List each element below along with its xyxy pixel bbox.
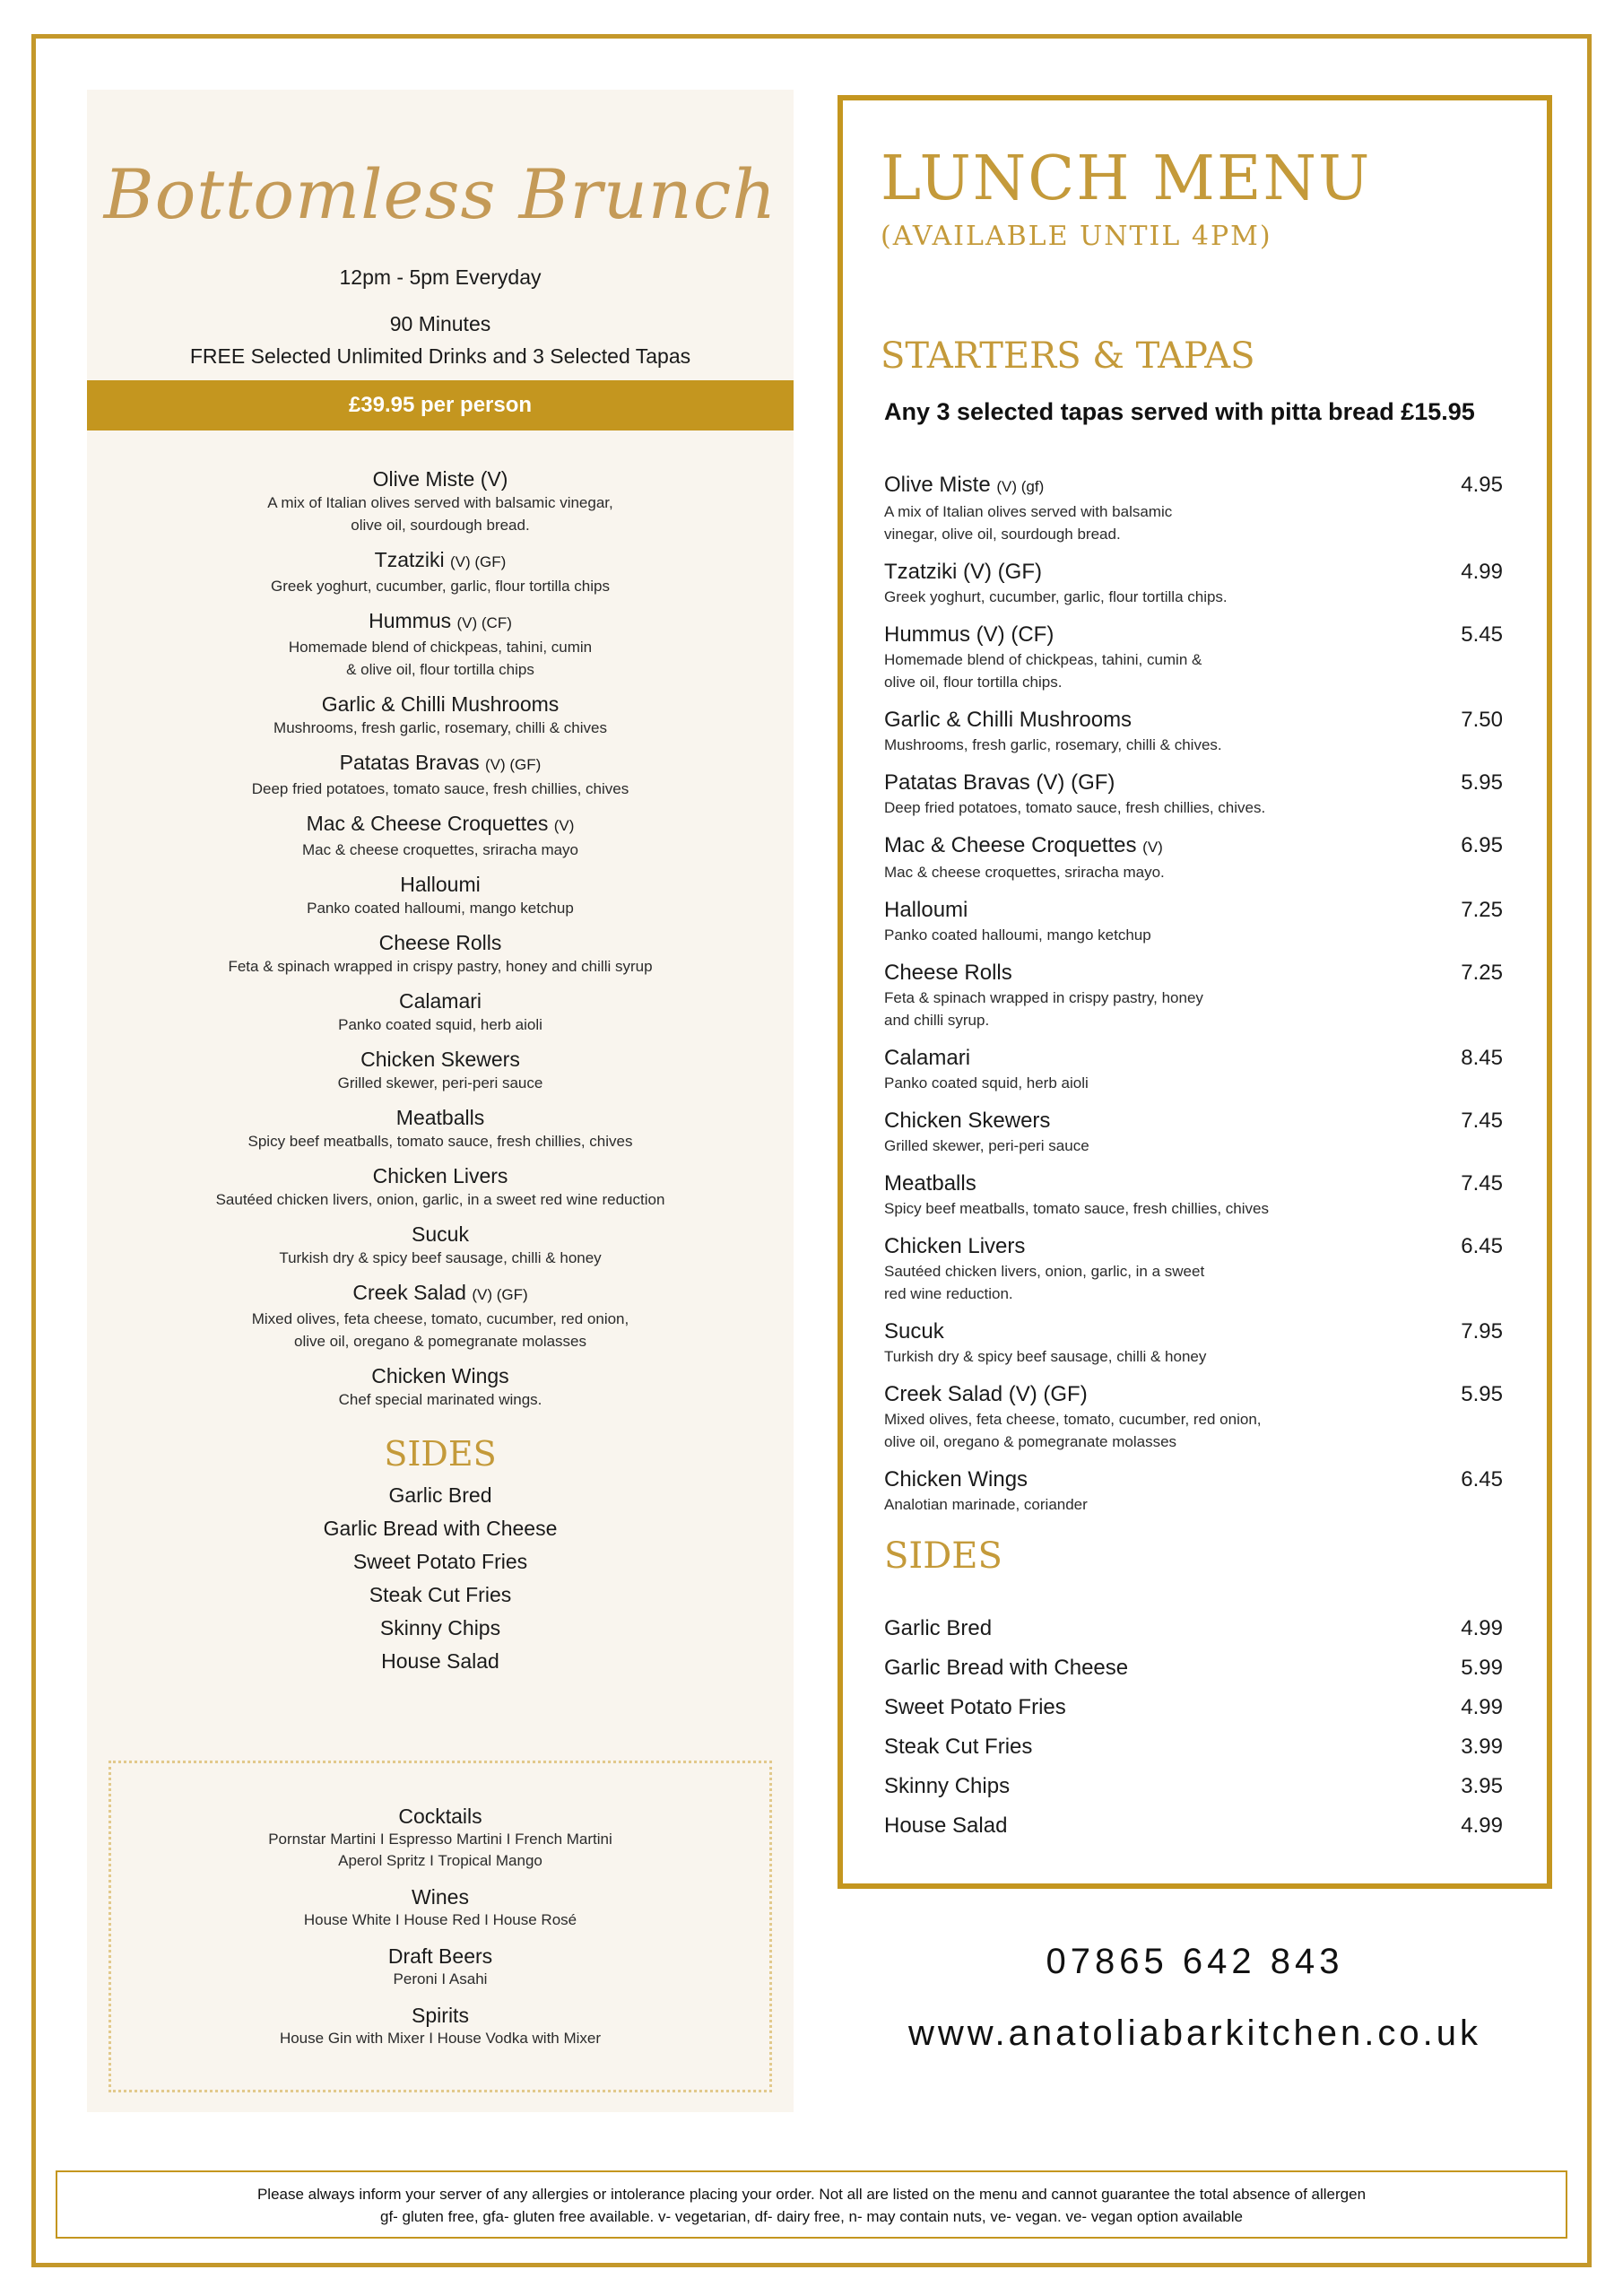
lunch-item-price: 6.45 — [1461, 1234, 1503, 1258]
lunch-side-price: 3.95 — [1461, 1774, 1503, 1798]
lunch-item-name-line — [884, 707, 1503, 734]
lunch-items-list — [884, 472, 1503, 1529]
brunch-item-name: Hummus — [369, 609, 452, 632]
brunch-item-desc-line: Spicy beef meatballs, tomato sauce, fresh chillies, chives — [247, 1133, 633, 1150]
website-url: www.anatoliabarkitchen.co.uk — [908, 2013, 1481, 2053]
brunch-item-name: Chicken Wings — [371, 1364, 509, 1387]
brunch-side-item: Steak Cut Fries — [369, 1583, 512, 1606]
brunch-item-desc — [87, 1013, 794, 1036]
lunch-item — [884, 1381, 1503, 1453]
brunch-item-name: Cheese Rolls — [378, 931, 502, 954]
brunch-hours: 12pm - 5pm Everyday — [339, 265, 542, 289]
lunch-item-name: Chicken Livers — [884, 1234, 1026, 1258]
brunch-item-name: Garlic & Chilli Mushrooms — [321, 692, 560, 716]
lunch-item — [884, 1170, 1503, 1220]
lunch-item-name: Garlic & Chilli Mushrooms — [884, 708, 1133, 732]
brunch-item-desc-line: & olive oil, flour tortilla chips — [346, 661, 534, 678]
lunch-item-desc-line: olive oil, oregano & pomegranate molasses — [884, 1433, 1177, 1450]
lunch-item-desc-line: Feta & spinach wrapped in crispy pastry, honey — [884, 989, 1203, 1006]
lunch-item-desc — [884, 1345, 1350, 1368]
lunch-side-name: Sweet Potato Fries — [884, 1695, 1066, 1719]
lunch-item-desc-line: Mac & cheese croquettes, sriracha mayo. — [884, 864, 1165, 881]
lunch-item-desc — [884, 1135, 1350, 1157]
brunch-item-desc-line: Feta & spinach wrapped in crispy pastry, honey and chilli syrup — [228, 958, 653, 975]
brunch-item — [87, 547, 794, 597]
lunch-item-desc-line: Panko coated halloumi, mango ketchup — [884, 926, 1151, 944]
brunch-item — [87, 1163, 794, 1211]
brunch-item-name: Halloumi — [400, 873, 481, 896]
lunch-item — [884, 897, 1503, 946]
brunch-item-name: Olive Miste (V) — [372, 467, 508, 491]
lunch-item-price: 5.45 — [1461, 622, 1503, 647]
lunch-subtitle: (AVAILABLE UNTIL 4PM) — [881, 221, 1272, 252]
drinks-item-desc: Aperol Spritz I Tropical Mango — [338, 1852, 542, 1869]
lunch-item-desc-line: olive oil, flour tortilla chips. — [884, 674, 1063, 691]
lunch-item-price: 7.50 — [1461, 708, 1503, 732]
brunch-side-item: Garlic Bread with Cheese — [323, 1517, 558, 1540]
lunch-item-price: 4.99 — [1461, 560, 1503, 584]
brunch-item — [87, 1047, 794, 1094]
brunch-item — [87, 1280, 794, 1352]
brunch-item-desc — [87, 897, 794, 919]
lunch-side-price: 4.99 — [1461, 1616, 1503, 1640]
brunch-item-desc-line: Deep fried potatoes, tomato sauce, fresh chillies, chives — [251, 780, 629, 797]
brunch-item — [87, 1222, 794, 1269]
brunch-item-name-line — [87, 1363, 794, 1388]
lunch-item-price: 7.25 — [1461, 961, 1503, 985]
lunch-title: LUNCH MENU — [881, 144, 1372, 214]
brunch-item-desc — [87, 778, 794, 800]
lunch-item — [884, 1108, 1503, 1157]
lunch-item-name-line — [884, 472, 1503, 500]
lunch-side-item — [884, 1609, 1503, 1648]
brunch-item-name: Tzatziki — [374, 548, 445, 571]
brunch-item-desc-line: Greek yoghurt, cucumber, garlic, flour tortilla chips — [271, 578, 610, 595]
brunch-item-name: Chicken Skewers — [360, 1048, 520, 1071]
lunch-item-desc — [884, 924, 1350, 946]
brunch-item — [87, 988, 794, 1036]
brunch-side-item: House Salad — [381, 1649, 499, 1673]
starters-note: Any 3 selected tapas served with pitta bread £15.95 — [884, 398, 1475, 425]
lunch-sides-list — [884, 1609, 1503, 1846]
lunch-item-desc — [884, 1493, 1350, 1516]
brunch-item-desc — [87, 1388, 794, 1411]
brunch-price-bar: £39.95 per person — [87, 380, 794, 430]
brunch-item-tag: (V) (GF) — [472, 1286, 528, 1303]
brunch-item-desc-line: A mix of Italian olives served with balsamic vinegar, — [267, 494, 613, 511]
lunch-item-desc-line: Analotian marinade, coriander — [884, 1496, 1088, 1513]
brunch-item — [87, 750, 794, 800]
lunch-item — [884, 472, 1503, 545]
lunch-item-price: 6.45 — [1461, 1467, 1503, 1492]
lunch-item-tag: (V) — [1142, 839, 1163, 856]
brunch-item — [87, 1105, 794, 1152]
brunch-title: Bottomless Brunch — [103, 154, 777, 234]
brunch-item-desc — [87, 1130, 794, 1152]
lunch-item-desc — [884, 1072, 1350, 1094]
brunch-items-list — [87, 466, 794, 1411]
lunch-item-name: Creek Salad (V) (GF) — [884, 1382, 1088, 1406]
brunch-item-name-line — [87, 750, 794, 778]
lunch-item-name: Sucuk — [884, 1319, 944, 1344]
lunch-item-name: Chicken Wings — [884, 1467, 1028, 1492]
lunch-item — [884, 1233, 1503, 1305]
lunch-side-item — [884, 1806, 1503, 1846]
drinks-item-name: Cocktails — [398, 1805, 482, 1828]
brunch-item-name-line — [87, 1163, 794, 1188]
lunch-side-item — [884, 1688, 1503, 1727]
lunch-item-desc — [884, 987, 1350, 1031]
lunch-side-name: House Salad — [884, 1813, 1008, 1838]
lunch-sides-heading: SIDES — [884, 1535, 1002, 1577]
lunch-item-price: 5.95 — [1461, 770, 1503, 795]
brunch-item-name: Creek Salad — [352, 1281, 466, 1304]
lunch-item-desc-line: Panko coated squid, herb aioli — [884, 1074, 1089, 1091]
brunch-item-desc — [87, 1072, 794, 1094]
lunch-item — [884, 707, 1503, 756]
brunch-item-desc — [87, 1247, 794, 1269]
lunch-item-name-line — [884, 559, 1503, 586]
lunch-item-name-line — [884, 832, 1503, 861]
drinks-item-desc: Peroni I Asahi — [393, 1970, 488, 1987]
lunch-item-tag: (V) (gf) — [996, 478, 1045, 495]
brunch-item-tag: (V) (GF) — [485, 756, 542, 773]
brunch-item-desc-line: olive oil, sourdough bread. — [351, 517, 530, 534]
lunch-item-name: Cheese Rolls — [884, 961, 1012, 985]
brunch-item-name-line — [87, 1280, 794, 1308]
lunch-side-price: 5.99 — [1461, 1656, 1503, 1680]
brunch-item-desc — [87, 839, 794, 861]
brunch-item-name: Meatballs — [395, 1106, 485, 1129]
lunch-item-price: 7.25 — [1461, 898, 1503, 922]
drinks-item-name: Spirits — [412, 2004, 469, 2027]
lunch-side-item — [884, 1648, 1503, 1688]
lunch-item-desc — [884, 861, 1350, 883]
lunch-item-desc-line: Homemade blend of chickpeas, tahini, cumin & — [884, 651, 1202, 668]
brunch-item-name: Calamari — [398, 989, 482, 1013]
brunch-item — [87, 691, 794, 739]
brunch-item — [87, 1363, 794, 1411]
lunch-item-price: 7.45 — [1461, 1171, 1503, 1196]
lunch-item — [884, 770, 1503, 819]
brunch-item-desc — [87, 1308, 794, 1352]
brunch-item-name: Sucuk — [412, 1222, 469, 1246]
brunch-item-desc — [87, 491, 794, 536]
lunch-side-item — [884, 1767, 1503, 1806]
brunch-panel — [87, 90, 794, 2112]
drinks-item-desc: House Gin with Mixer I House Vodka with Mixer — [279, 2030, 602, 2047]
lunch-item-desc-line: Deep fried potatoes, tomato sauce, fresh chillies, chives. — [884, 799, 1266, 816]
lunch-item-price: 4.95 — [1461, 473, 1503, 497]
brunch-offer: FREE Selected Unlimited Drinks and 3 Selected Tapas — [189, 344, 691, 368]
brunch-item-name-line — [87, 691, 794, 717]
brunch-item-desc — [87, 575, 794, 597]
lunch-item-desc-line: Grilled skewer, peri-peri sauce — [884, 1137, 1089, 1154]
lunch-item-name-line — [884, 1233, 1503, 1260]
brunch-item-name: Chicken Livers — [372, 1164, 508, 1187]
brunch-item-name: Patatas Bravas — [339, 751, 480, 774]
lunch-item-price: 5.95 — [1461, 1382, 1503, 1406]
allergy-notice — [56, 2170, 1567, 2239]
brunch-item-desc-line: olive oil, oregano & pomegranate molasses — [293, 1333, 587, 1350]
brunch-item-desc-line: Homemade blend of chickpeas, tahini, cumin — [288, 639, 593, 656]
lunch-item-desc-line: Turkish dry & spicy beef sausage, chilli & honey — [884, 1348, 1207, 1365]
drinks-box — [108, 1761, 772, 2092]
brunch-item — [87, 811, 794, 861]
brunch-side-item: Sweet Potato Fries — [352, 1550, 528, 1573]
brunch-item-tag: (V) (CF) — [456, 614, 512, 631]
brunch-item-name-line — [87, 1105, 794, 1130]
brunch-item-desc-line: Mac & cheese croquettes, sriracha mayo — [301, 841, 579, 858]
lunch-item-price: 7.95 — [1461, 1319, 1503, 1344]
brunch-item-tag: (V) (GF) — [450, 553, 507, 570]
drinks-item-name: Wines — [412, 1885, 469, 1909]
brunch-item-name-line — [87, 466, 794, 491]
brunch-item-desc — [87, 1188, 794, 1211]
brunch-item — [87, 872, 794, 919]
brunch-item — [87, 466, 794, 536]
drinks-item-desc: Pornstar Martini I Espresso Martini I French Martini — [268, 1831, 612, 1848]
brunch-item-tag: (V) — [553, 817, 575, 834]
lunch-side-name: Garlic Bred — [884, 1616, 993, 1640]
brunch-side-item: Garlic Bred — [388, 1483, 492, 1507]
brunch-item-name-line — [87, 1047, 794, 1072]
lunch-panel — [838, 95, 1552, 1889]
phone-number: 07865 642 843 — [1046, 1942, 1344, 1981]
allergy-line-2: gf- gluten free, gfa- gluten free available. v- vegetarian, df- dairy free, n- may contain nuts, ve- vegan. ve- vegan option available — [380, 2208, 1243, 2225]
brunch-info — [87, 264, 794, 370]
brunch-item-name-line — [87, 811, 794, 839]
brunch-item-desc — [87, 717, 794, 739]
lunch-item — [884, 1045, 1503, 1094]
brunch-item-name-line — [87, 1222, 794, 1247]
brunch-item — [87, 608, 794, 681]
lunch-item — [884, 960, 1503, 1031]
lunch-side-item — [884, 1727, 1503, 1767]
lunch-item-name-line — [884, 1170, 1503, 1197]
lunch-item — [884, 622, 1503, 693]
brunch-sides-list — [87, 1479, 794, 1678]
lunch-item-price: 8.45 — [1461, 1046, 1503, 1070]
lunch-item-desc — [884, 734, 1350, 756]
lunch-item-price: 6.95 — [1461, 833, 1503, 857]
lunch-item-desc — [884, 648, 1350, 693]
brunch-item-desc-line: Mushrooms, fresh garlic, rosemary, chilli & chives — [273, 719, 607, 736]
lunch-item-name-line — [884, 1108, 1503, 1135]
lunch-item-desc-line: Mushrooms, fresh garlic, rosemary, chilli & chives. — [884, 736, 1222, 753]
brunch-side-item: Skinny Chips — [379, 1616, 501, 1639]
brunch-sides-heading: SIDES — [384, 1434, 497, 1474]
lunch-item-name-line — [884, 897, 1503, 924]
lunch-item-name-line — [884, 960, 1503, 987]
lunch-item-desc — [884, 586, 1350, 608]
brunch-item-desc — [87, 636, 794, 681]
drinks-item — [111, 1944, 769, 1990]
lunch-item-name-line — [884, 1318, 1503, 1345]
lunch-item-desc — [884, 1260, 1350, 1305]
drinks-item-desc: House White I House Red I House Rosé — [303, 1911, 577, 1928]
brunch-item-desc-line: Mixed olives, feta cheese, tomato, cucumber, red onion, — [251, 1310, 629, 1327]
allergy-line-1: Please always inform your server of any allergies or intolerance placing your order. Not all are listed on the menu and cannot guarantee the total absence of allergen — [256, 2186, 1367, 2203]
brunch-duration: 90 Minutes — [389, 312, 491, 335]
lunch-item-name: Chicken Skewers — [884, 1109, 1051, 1133]
lunch-item-name: Tzatziki (V) (GF) — [884, 560, 1042, 584]
brunch-item-name-line — [87, 930, 794, 955]
lunch-item-desc-line: Greek yoghurt, cucumber, garlic, flour tortilla chips. — [884, 588, 1228, 605]
lunch-item — [884, 1318, 1503, 1368]
brunch-item — [87, 930, 794, 978]
lunch-item-name-line — [884, 1045, 1503, 1072]
lunch-item-name: Patatas Bravas (V) (GF) — [884, 770, 1115, 795]
drinks-item — [111, 1884, 769, 1931]
lunch-side-name: Steak Cut Fries — [884, 1735, 1033, 1759]
lunch-item — [884, 1466, 1503, 1516]
brunch-item-desc-line: Sautéed chicken livers, onion, garlic, in a sweet red wine reduction — [215, 1191, 665, 1208]
lunch-item-desc-line: Mixed olives, feta cheese, tomato, cucumber, red onion, — [884, 1411, 1262, 1428]
brunch-item-name-line — [87, 872, 794, 897]
brunch-item-desc-line: Turkish dry & spicy beef sausage, chilli & honey — [279, 1249, 602, 1266]
lunch-item-desc-line: vinegar, olive oil, sourdough bread. — [884, 526, 1121, 543]
lunch-item — [884, 832, 1503, 883]
lunch-item-name: Calamari — [884, 1046, 971, 1070]
lunch-side-price: 4.99 — [1461, 1695, 1503, 1719]
lunch-item-name-line — [884, 770, 1503, 796]
brunch-item-name-line — [87, 608, 794, 636]
lunch-item-desc — [884, 500, 1350, 545]
lunch-item-desc-line: A mix of Italian olives served with balsamic — [884, 503, 1173, 520]
lunch-item-price: 7.45 — [1461, 1109, 1503, 1133]
brunch-item-name-line — [87, 547, 794, 575]
starters-heading: STARTERS & TAPAS — [881, 335, 1255, 377]
lunch-item-name: Halloumi — [884, 898, 968, 922]
lunch-item-desc — [884, 1197, 1350, 1220]
lunch-item-name-line — [884, 1381, 1503, 1408]
lunch-side-name: Garlic Bread with Cheese — [884, 1656, 1129, 1680]
lunch-item-name: Hummus (V) (CF) — [884, 622, 1055, 647]
brunch-item-name-line — [87, 988, 794, 1013]
lunch-item-desc-line: red wine reduction. — [884, 1285, 1013, 1302]
drinks-item — [111, 2003, 769, 2049]
lunch-item-desc — [884, 1408, 1350, 1453]
brunch-item-desc-line: Panko coated halloumi, mango ketchup — [307, 900, 574, 917]
lunch-item-desc — [884, 796, 1350, 819]
brunch-item-desc-line: Panko coated squid, herb aioli — [338, 1016, 542, 1033]
lunch-side-price: 4.99 — [1461, 1813, 1503, 1838]
lunch-item-desc-line: Sautéed chicken livers, onion, garlic, in a sweet — [884, 1263, 1205, 1280]
lunch-item-name: Meatballs — [884, 1171, 976, 1196]
lunch-item-name: Olive Miste — [884, 473, 991, 497]
brunch-item-desc — [87, 955, 794, 978]
lunch-side-price: 3.99 — [1461, 1735, 1503, 1759]
brunch-item-name: Mac & Cheese Croquettes — [306, 812, 549, 835]
lunch-item-name-line — [884, 622, 1503, 648]
lunch-item-desc-line: and chilli syrup. — [884, 1012, 990, 1029]
lunch-item — [884, 559, 1503, 608]
drinks-item-name: Draft Beers — [387, 1944, 493, 1968]
lunch-item-name-line — [884, 1466, 1503, 1493]
drinks-item — [111, 1804, 769, 1872]
brunch-item-desc-line: Grilled skewer, peri-peri sauce — [337, 1074, 543, 1091]
brunch-item-desc-line: Chef special marinated wings. — [338, 1391, 542, 1408]
lunch-side-name: Skinny Chips — [884, 1774, 1011, 1798]
lunch-item-desc-line: Spicy beef meatballs, tomato sauce, fresh chillies, chives — [884, 1200, 1269, 1217]
lunch-item-name: Mac & Cheese Croquettes — [884, 833, 1137, 857]
